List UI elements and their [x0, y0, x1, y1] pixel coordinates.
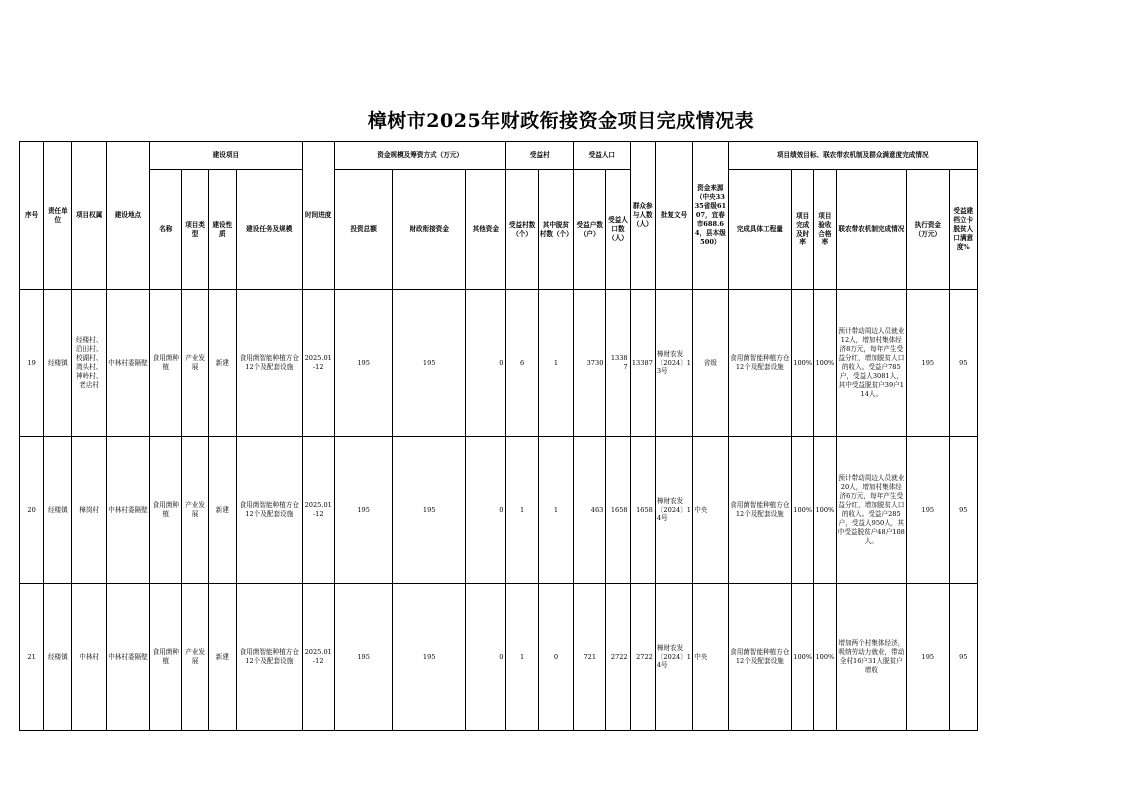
- header-total: 投资总额: [334, 170, 393, 290]
- header-accept: 项目验收合格率: [814, 170, 836, 290]
- header-group-perf: 项目绩效目标、联农带农机制及群众满意度完成情况: [728, 142, 977, 170]
- header-progress: 时间进度: [302, 142, 334, 290]
- header-work: 完成具体工程量: [728, 170, 792, 290]
- page-title: 樟树市2025年财政衔接资金项目完成情况表: [367, 110, 755, 132]
- header-masses: 群众参与人数（人）: [630, 142, 655, 290]
- cell-owner: 经楼村、沿田村、校湖村、湾头村、神岭村、老店村: [72, 290, 106, 437]
- cell-total: 195: [334, 437, 393, 584]
- cell-progress: 2025.01-12: [302, 584, 334, 731]
- cell-location: 中林村委隔壁: [106, 437, 149, 584]
- cell-owner: 中林村: [72, 584, 106, 731]
- cell-seq: 21: [20, 584, 44, 731]
- cell-people: 2722: [606, 584, 630, 731]
- cell-accept: 100%: [814, 290, 836, 437]
- cell-mechanism: 预计带动周边人员就业12人，增加村集体经济8万元，每年产生受益分红，增加脱贫人口的收入。受益户785户，受益人3081人，其中受益脱贫户39户114人。: [836, 290, 907, 437]
- cell-total: 195: [334, 584, 393, 731]
- header-fiscal: 财政衔接资金: [393, 170, 466, 290]
- cell-seq: 20: [20, 437, 44, 584]
- cell-seq: 19: [20, 290, 44, 437]
- table-row: [20, 290, 978, 437]
- header-people: 受益人口数（人）: [606, 170, 630, 290]
- header-group-project: 建设项目: [150, 142, 302, 170]
- header-households: 受益户数（户）: [574, 170, 606, 290]
- cell-task: 食用菌智能种植方仓12个及配套设施: [236, 290, 302, 437]
- header-village-count: 受益村数（个）: [506, 170, 538, 290]
- cell-households: 3730: [574, 290, 606, 437]
- cell-progress: 2025.01-12: [302, 437, 334, 584]
- cell-households: 463: [574, 437, 606, 584]
- cell-type: 产业发展: [182, 290, 208, 437]
- cell-poor-village: 1: [538, 290, 573, 437]
- header-owner: 项目权属: [72, 142, 106, 290]
- cell-progress: 2025.01-12: [302, 290, 334, 437]
- header-doc: 批复文号: [655, 142, 692, 290]
- cell-accept: 100%: [814, 584, 836, 731]
- cell-task: 食用菌智能种植方仓12个及配套设施: [236, 584, 302, 731]
- cell-poor-village: 1: [538, 437, 573, 584]
- cell-people: 1658: [606, 437, 630, 584]
- header-other: 其他资金: [466, 170, 506, 290]
- cell-type: 产业发展: [182, 437, 208, 584]
- header-type: 项目类型: [182, 170, 208, 290]
- cell-households: 721: [574, 584, 606, 731]
- cell-fiscal: 195: [393, 584, 466, 731]
- cell-ontime: 100%: [792, 290, 814, 437]
- header-location: 建设地点: [106, 142, 149, 290]
- cell-fiscal: 195: [393, 437, 466, 584]
- header-exec: 执行资金（万元）: [907, 170, 949, 290]
- cell-nature: 新建: [208, 584, 236, 731]
- cell-source: 中央: [693, 437, 728, 584]
- cell-location: 中林村委隔壁: [106, 584, 149, 731]
- cell-unit: 经楼镇: [44, 290, 72, 437]
- cell-name: 食用菌种植: [150, 584, 182, 731]
- cell-task: 食用菌智能种植方仓12个及配套设施: [236, 437, 302, 584]
- cell-other: 0: [466, 290, 506, 437]
- header-group-pop: 受益人口: [574, 142, 631, 170]
- cell-other: 0: [466, 437, 506, 584]
- cell-nature: 新建: [208, 290, 236, 437]
- cell-doc: 樟财农发〔2024〕13号: [655, 290, 692, 437]
- header-mechanism: 联农带农机制完成情况: [836, 170, 907, 290]
- cell-name: 食用菌种植: [150, 437, 182, 584]
- cell-nature: 新建: [208, 437, 236, 584]
- cell-source: 中央: [693, 584, 728, 731]
- cell-satisfaction: 95: [949, 584, 977, 731]
- cell-village-count: 1: [506, 584, 538, 731]
- header-group-funds: 资金规模及筹资方式（万元）: [334, 142, 506, 170]
- cell-satisfaction: 95: [949, 437, 977, 584]
- cell-masses: 1658: [630, 437, 655, 584]
- header-seq: 序号: [20, 142, 44, 290]
- header-unit: 责任单位: [44, 142, 72, 290]
- table-row: [20, 584, 978, 731]
- cell-work: 食用菌智能种植方仓12个及配套设施: [728, 584, 792, 731]
- cell-people: 13387: [606, 290, 630, 437]
- cell-other: 0: [466, 584, 506, 731]
- cell-poor-village: 0: [538, 584, 573, 731]
- project-table: [19, 141, 978, 731]
- cell-exec: 195: [907, 584, 949, 731]
- cell-fiscal: 195: [393, 290, 466, 437]
- header-group-village: 受益村: [506, 142, 574, 170]
- cell-doc: 樟财农发〔2024〕14号: [655, 584, 692, 731]
- header-row-sub: [20, 170, 978, 290]
- cell-ontime: 100%: [792, 584, 814, 731]
- header-poor-village: 其中脱贫村数（个）: [538, 170, 573, 290]
- header-satisfaction: 受益建档立卡脱贫人口满意度%: [949, 170, 977, 290]
- cell-masses: 2722: [630, 584, 655, 731]
- cell-work: 食用菌智能种植方仓12个及配套设施: [728, 437, 792, 584]
- cell-masses: 13387: [630, 290, 655, 437]
- header-name: 名称: [150, 170, 182, 290]
- cell-satisfaction: 95: [949, 290, 977, 437]
- cell-village-count: 6: [506, 290, 538, 437]
- cell-mechanism: 增加两个村集体经济，吸纳劳动力就业，带动全村16户31人脱贫户增收: [836, 584, 907, 731]
- cell-doc: 樟财农发〔2024〕14号: [655, 437, 692, 584]
- cell-exec: 195: [907, 437, 949, 584]
- header-row-group: [20, 142, 978, 170]
- cell-owner: 樟岗村: [72, 437, 106, 584]
- table-row: [20, 437, 978, 584]
- cell-accept: 100%: [814, 437, 836, 584]
- header-source: 资金来源（中央3335省级6107，宜春市688.64，县本级500）: [693, 142, 728, 290]
- header-ontime: 项目完成及时率: [792, 170, 814, 290]
- cell-type: 产业发展: [182, 584, 208, 731]
- header-nature: 建设性质: [208, 170, 236, 290]
- cell-name: 食用菌种植: [150, 290, 182, 437]
- cell-source: 省级: [693, 290, 728, 437]
- cell-mechanism: 预计带动周边人员就业20人，增加村集体经济6万元，每年产生受益分红，增加脱贫人口的收入。受益户285户，受益人950人，其中受益脱贫户48户108人。: [836, 437, 907, 584]
- cell-ontime: 100%: [792, 437, 814, 584]
- cell-total: 195: [334, 290, 393, 437]
- header-task: 建设任务及规模: [236, 170, 302, 290]
- cell-village-count: 1: [506, 437, 538, 584]
- cell-work: 食用菌智能种植方仓12个及配套设施: [728, 290, 792, 437]
- cell-location: 中林村委隔壁: [106, 290, 149, 437]
- cell-unit: 经楼镇: [44, 437, 72, 584]
- cell-unit: 经楼镇: [44, 584, 72, 731]
- cell-exec: 195: [907, 290, 949, 437]
